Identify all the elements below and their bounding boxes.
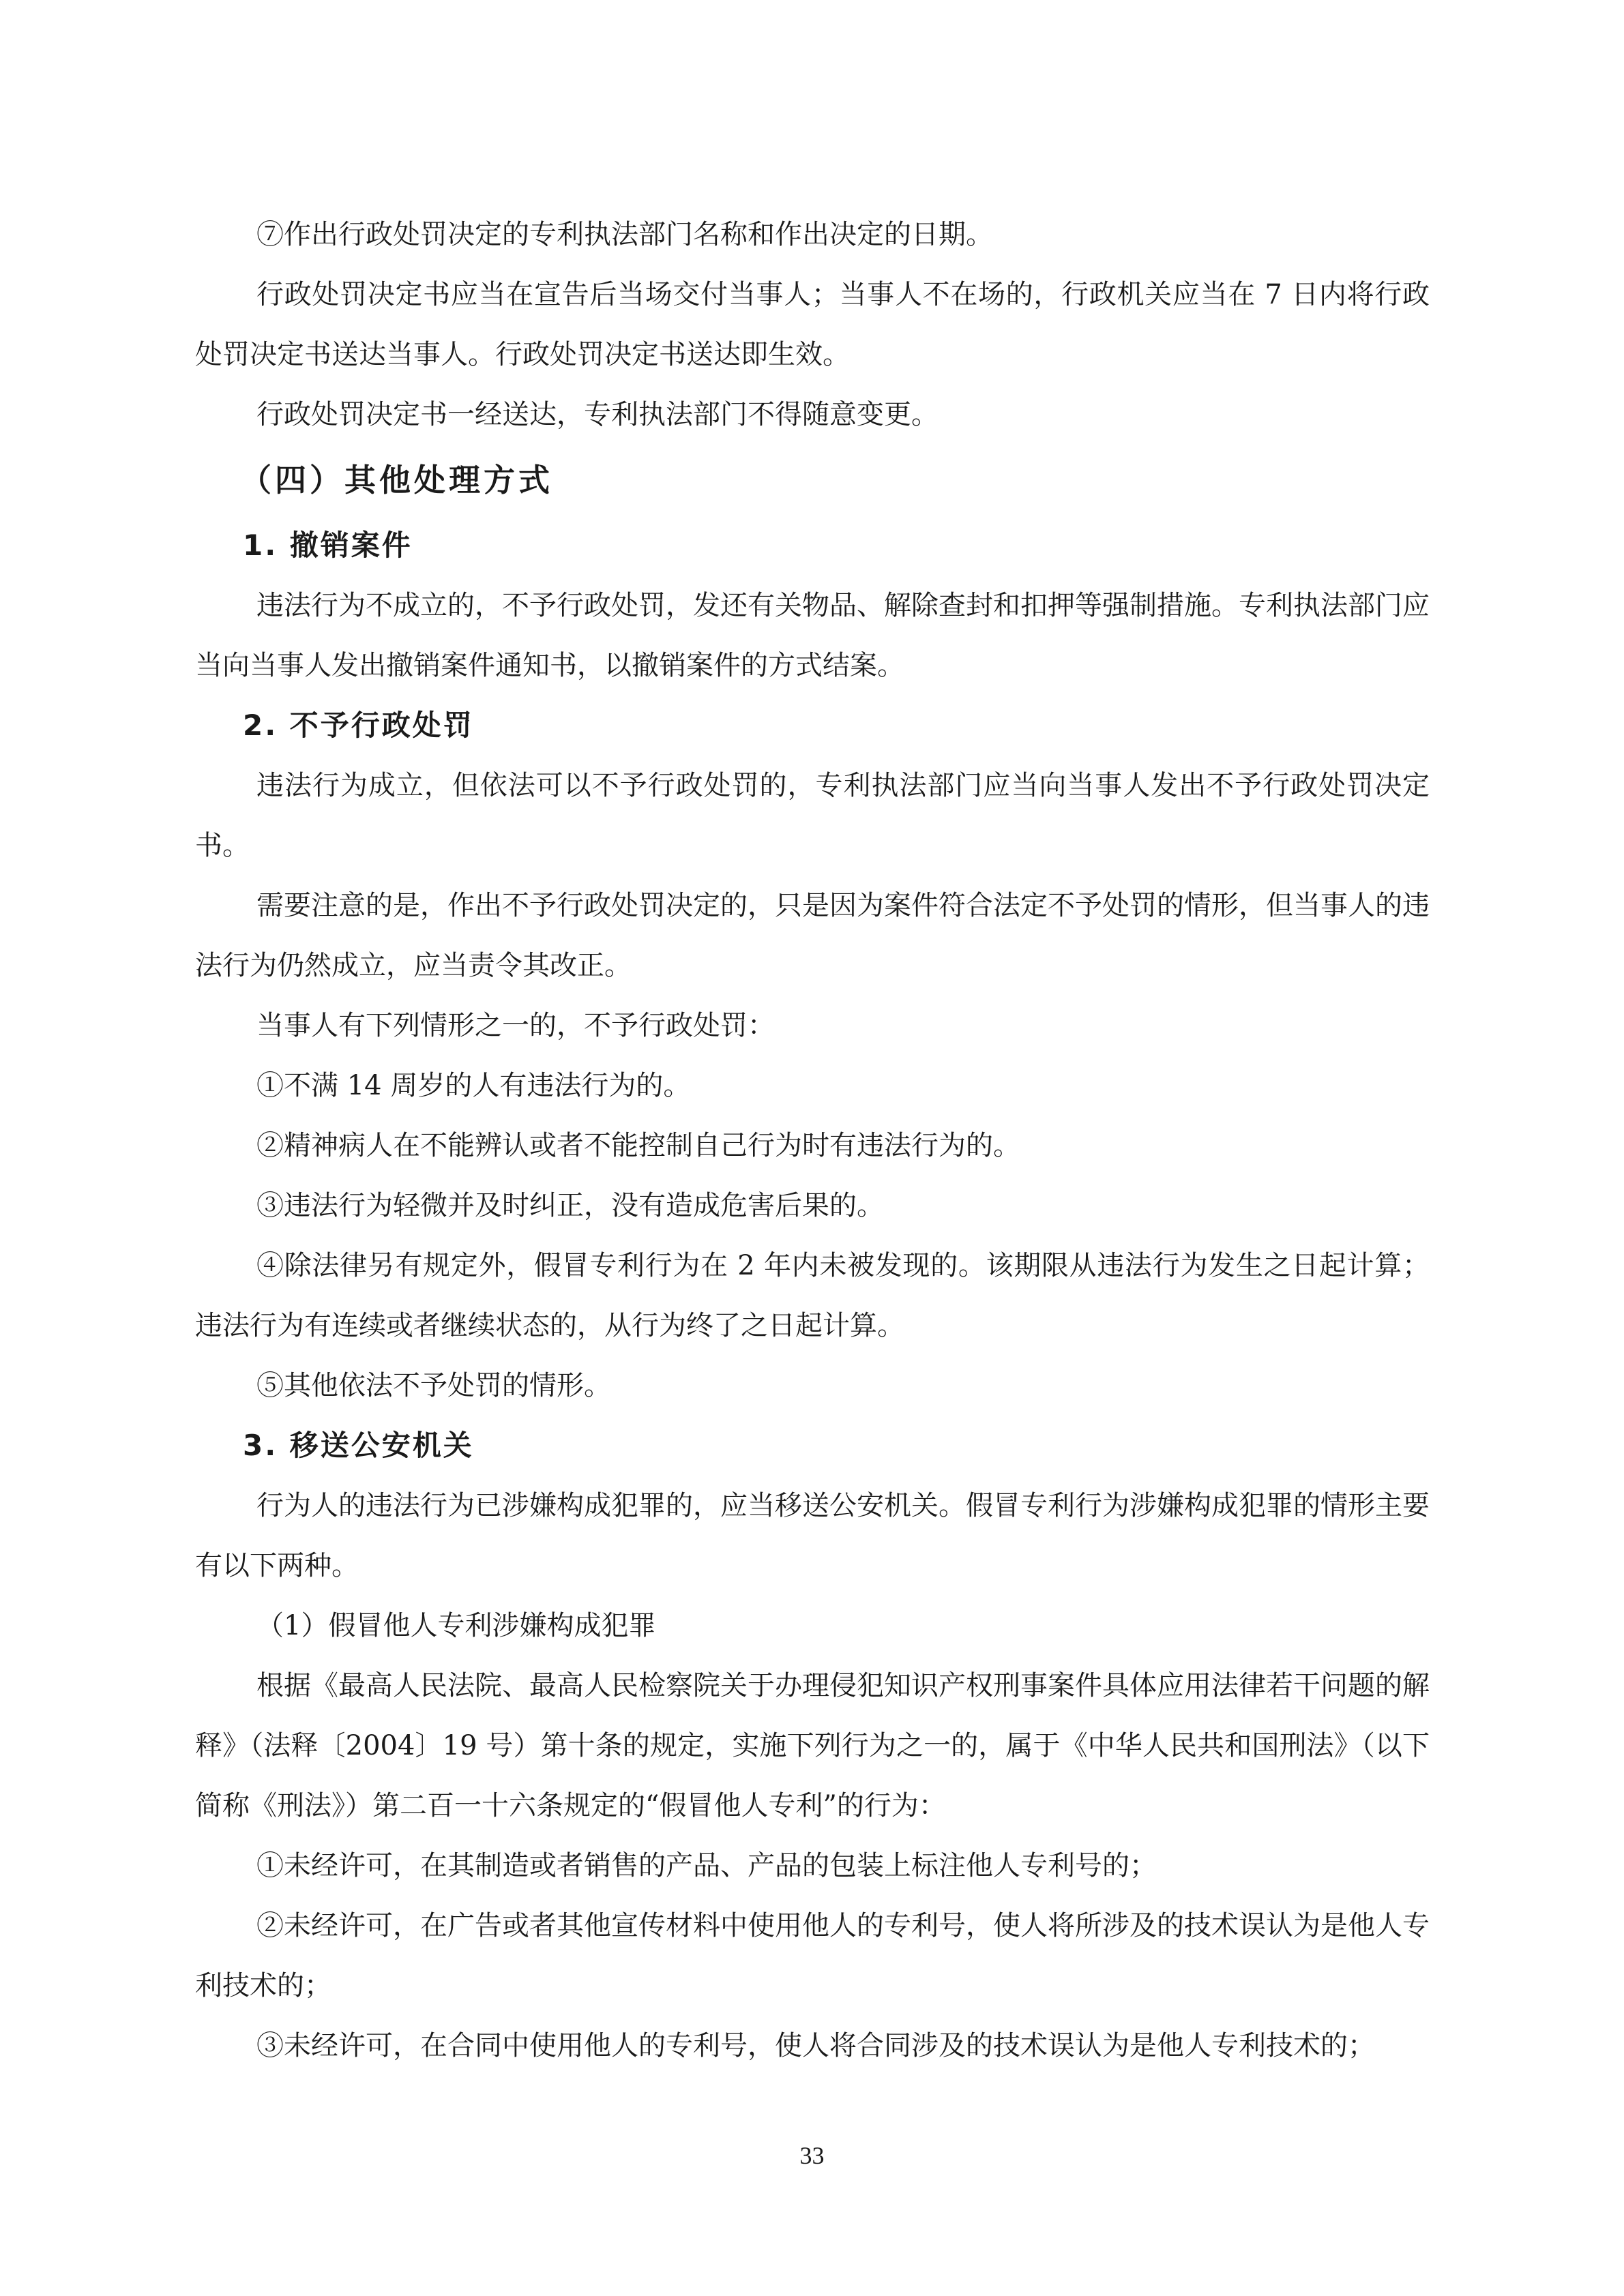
list-item: ③未经许可，在合同中使用他人的专利号，使人将合同涉及的技术误认为是他人专利技术的； bbox=[256, 2030, 1375, 2061]
list-item: ③违法行为轻微并及时纠正，没有造成危害后果的。 bbox=[256, 1190, 884, 1221]
subheading: 3. 移送公安机关 bbox=[243, 1429, 474, 1462]
list-item: ①未经许可，在其制造或者销售的产品、产品的包装上标注他人专利号的； bbox=[256, 1850, 1157, 1881]
paragraph: 根据《最高人民法院、最高人民检察院关于办理侵犯知识产权刑事案件具体应用法律若干问题的解释》（法释〔2004〕19 号）第十条的规定，实施下列行为之一的，属于《中华人民共和国刑法》（以下简称《刑法》）第二百一十六条规定的“假冒他人专利”的行为： bbox=[195, 1670, 1430, 1821]
paragraph: 行政处罚决定书应当在宣告后当场交付当事人；当事人不在场的，行政机关应当在 7 日内将行政处罚决定书送达当事人。行政处罚决定书送达即生效。 bbox=[195, 279, 1430, 370]
list-item: ②未经许可，在广告或者其他宣传材料中使用他人的专利号，使人将所涉及的技术误认为是他人专利技术的； bbox=[195, 1910, 1430, 2001]
paragraph: 违法行为成立，但依法可以不予行政处罚的，专利执法部门应当向当事人发出不予行政处罚决定书。 bbox=[195, 770, 1430, 861]
document-body bbox=[195, 205, 1430, 2076]
list-item: ①不满 14 周岁的人有违法行为的。 bbox=[256, 1070, 691, 1101]
paragraph: 行为人的违法行为已涉嫌构成犯罪的，应当移送公安机关。假冒专利行为涉嫌构成犯罪的情形主要有以下两种。 bbox=[195, 1490, 1430, 1581]
list-item: ④除法律另有规定外，假冒专利行为在 2 年内未被发现的。该期限从违法行为发生之日起计算；违法行为有连续或者继续状态的，从行为终了之日起计算。 bbox=[195, 1250, 1430, 1341]
section-title: （四）其他处理方式 bbox=[240, 462, 553, 498]
paragraph: 需要注意的是，作出不予行政处罚决定的，只是因为案件符合法定不予处罚的情形，但当事人的违法行为仍然成立，应当责令其改正。 bbox=[195, 890, 1430, 981]
list-item: ⑤其他依法不予处罚的情形。 bbox=[256, 1370, 611, 1401]
paragraph: （1）假冒他人专利涉嫌构成犯罪 bbox=[256, 1610, 656, 1641]
paragraph: 当事人有下列情形之一的，不予行政处罚： bbox=[256, 1010, 775, 1041]
paragraph: 违法行为不成立的，不予行政处罚，发还有关物品、解除查封和扣押等强制措施。专利执法部门应当向当事人发出撤销案件通知书，以撤销案件的方式结案。 bbox=[195, 590, 1430, 681]
paragraph: ⑦作出行政处罚决定的专利执法部门名称和作出决定的日期。 bbox=[256, 219, 993, 250]
paragraph: 行政处罚决定书一经送达，专利执法部门不得随意变更。 bbox=[256, 399, 939, 430]
page-number: 33 bbox=[799, 2142, 825, 2169]
list-item: ②精神病人在不能辨认或者不能控制自己行为时有违法行为的。 bbox=[256, 1130, 1020, 1161]
subheading: 1. 撤销案件 bbox=[243, 528, 413, 562]
subheading: 2. 不予行政处罚 bbox=[243, 709, 474, 742]
